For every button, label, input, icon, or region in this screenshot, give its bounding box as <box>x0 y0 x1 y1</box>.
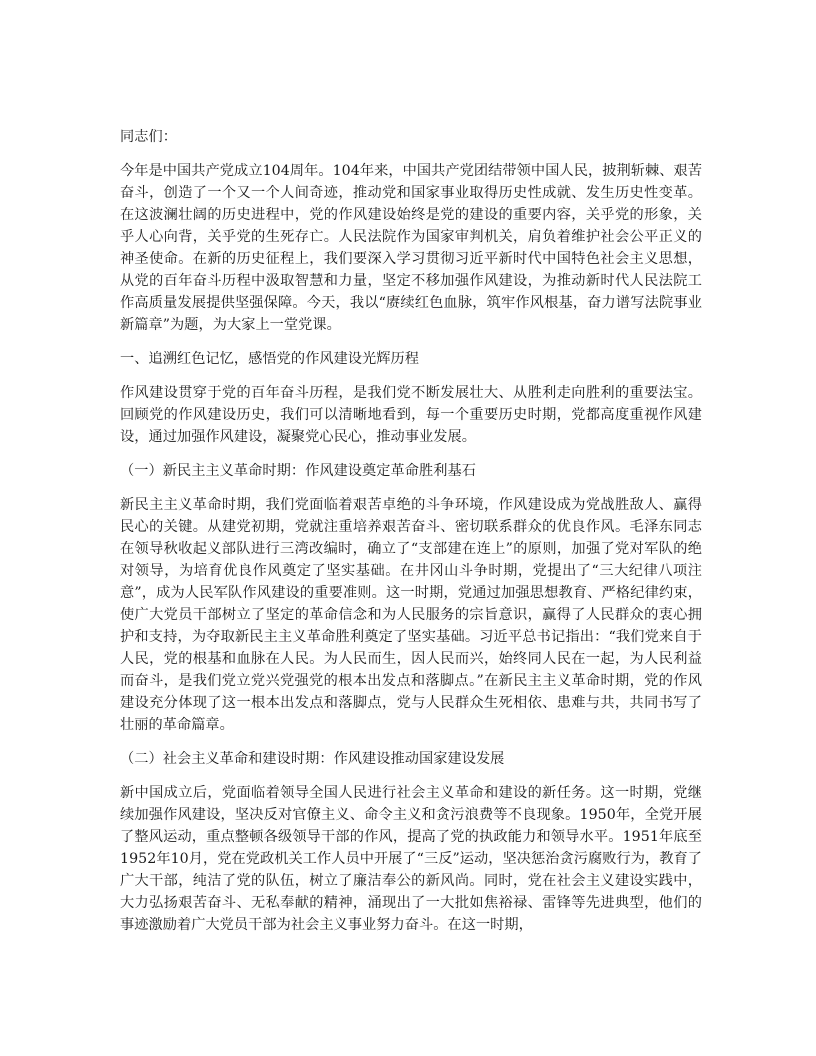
section-heading-1: 一、追溯红色记忆，感悟党的作风建设光辉历程 <box>120 351 419 367</box>
subsection-2-paragraph: 新中国成立后，党面临着领导全国人民进行社会主义革命和建设的新任务。这一时期，党继续加强作风建设，坚决反对官僚主义、命令主义和贪污浪费等不良现象。1950年，全党开展了整风运动，重点整顿各级领导干部的作风，提高了党的执政能力和领导水平。1951年底至1952年10月，党在党政机关工作人员中开展了“三反”运动，坚决惩治贪污腐败行为，教育了广大干部，纯洁了党的队伍，树立了廉洁奉公的新风尚。同时，党在社会主义建设实践中，大力弘扬艰苦奋斗、无私奉献的精神，涌现出了一大批如焦裕禄、雷锋等先进典型，他们的事迹激励着广大党员干部为社会主义事业努力奋斗。在这一时期， <box>120 785 702 933</box>
section-1-intro-paragraph: 作风建设贯穿于党的百年奋斗历程，是我们党不断发展壮大、从胜利走向胜利的重要法宝。回顾党的作风建设历史，我们可以清晰地看到，每一个重要历史时期，党都高度重视作风建设，通过加强作风建设，凝聚党心民心，推动事业发展。 <box>120 385 702 445</box>
subsection-heading-1: （一）新民主主义革命时期：作风建设奠定革命胜利基石 <box>120 463 476 479</box>
intro-paragraph: 今年是中国共产党成立104周年。104年来，中国共产党团结带领中国人民，披荆斩棘、艰苦奋斗，创造了一个又一个人间奇迹，推动党和国家事业取得历史性成就、发生历史性变革。在这波澜壮阔的历史进程中，党的作风建设始终是党的建设的重要内容，关乎党的形象，关乎人心向背，关乎党的生死存亡。人民法院作为国家审判机关，肩负着维护社会公平正义的神圣使命。在新的历史征程上，我们要深入学习贯彻习近平新时代中国特色社会主义思想，从党的百年奋斗历程中汲取智慧和力量，坚定不移加强作风建设，为推动新时代人民法院工作高质量发展提供坚强保障。今天，我以“赓续红色血脉，筑牢作风根基，奋力谱写法院事业新篇章”为题，为大家上一堂党课。 <box>120 163 702 333</box>
document-body <box>120 126 702 936</box>
salutation: 同志们： <box>120 129 177 145</box>
subsection-heading-2: （二）社会主义革命和建设时期：作风建设推动国家建设发展 <box>120 751 505 767</box>
subsection-1-paragraph: 新民主主义革命时期，我们党面临着艰苦卓绝的斗争环境，作风建设成为党战胜敌人、赢得民心的关键。从建党初期，党就注重培养艰苦奋斗、密切联系群众的优良作风。毛泽东同志在领导秋收起义部队进行三湾改编时，确立了“支部建在连上”的原则，加强了党对军队的绝对领导，为培育优良作风奠定了坚实基础。在井冈山斗争时期，党提出了“三大纪律八项注意”，成为人民军队作风建设的重要准则。这一时期，党通过加强思想教育、严格纪律约束，使广大党员干部树立了坚定的革命信念和为人民服务的宗旨意识，赢得了人民群众的衷心拥护和支持，为夺取新民主主义革命胜利奠定了坚实基础。习近平总书记指出：“我们党来自于人民，党的根基和血脉在人民。为人民而生，因人民而兴，始终同人民在一起，为人民利益而奋斗，是我们党立党兴党强党的根本出发点和落脚点。”在新民主主义革命时期，党的作风建设充分体现了这一根本出发点和落脚点，党与人民群众生死相依、患难与共，共同书写了壮丽的革命篇章。 <box>120 497 702 733</box>
